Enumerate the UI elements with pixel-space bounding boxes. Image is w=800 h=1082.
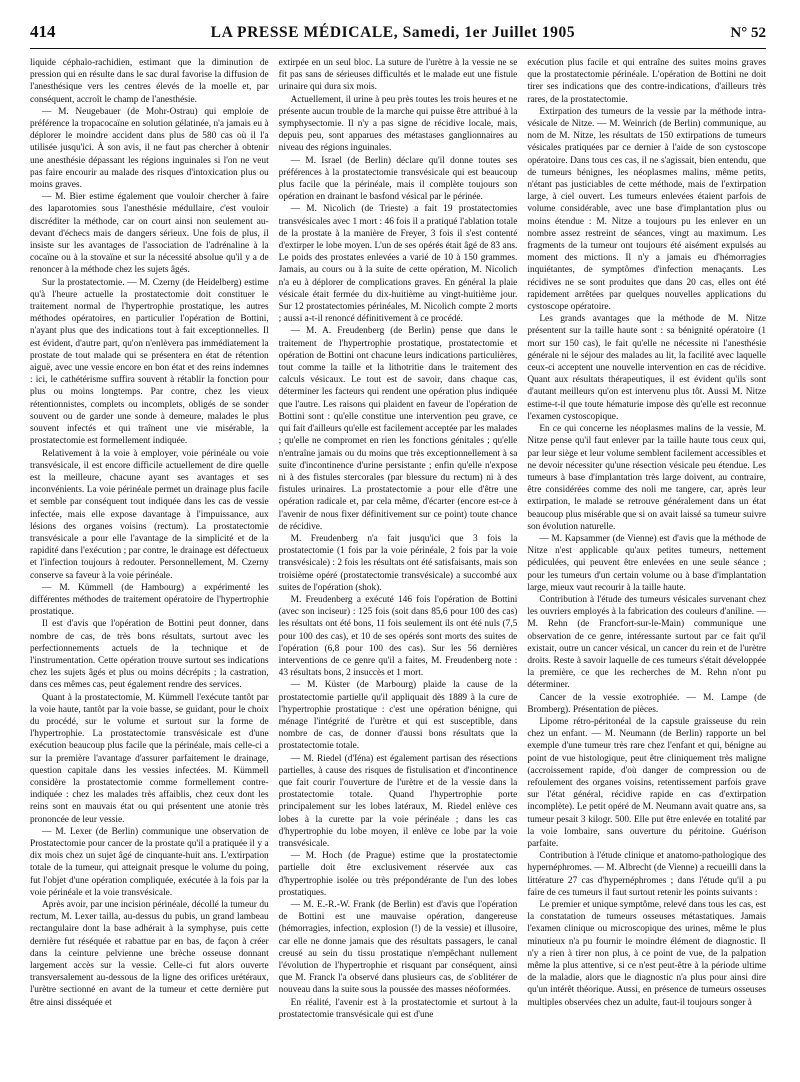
article-paragraph: Relativement à la voie à employer, voie périnéale ou voie transvésicale, il est encore difficile actuellement de dire quelle est la meilleure, chacune ayant ses avantages et ses inconvénients. La voie périnéale permet un drainage plus facile et semble par conséquent tout indiquée dans les cas de vessie infectée, mais elle expose davantage à l'impuissance, aux lésions des organes voisins (rectum). La prostatectomie transvésicale a pour elle l'avantage de la simplicité et de la rapidité dans l'exécution ; par contre, le drainage est défectueux et l'infection toujours à redouter. Personnellement, M. Czerny conserve sa faveur à la voie périnéale. — [30, 448, 269, 581]
article-paragraph: En réalité, l'avenir est à la prostatectomie et surtout à la prostatectomie transvésicale qui est d'une — [278, 997, 518, 1020]
article-paragraph: — M. E.-R.-W. Frank (de Berlin) est d'avis que l'opération de Bottini est une mauvaise opération, dangereuse (hémorragies, infection, explosion (!) de la vessie) et illusoire, car elle ne donne jamais que des résultats passagers, le canal creusé au sein du tissu prostatique n'empêchant nullement l'évolution de l'hypertrophie et risquant par conséquent, ainsi que M. Franck l'a observé dans plusieurs cas, de s'oblitérer de nouveau dans la suite sous la poussée des masses néoformées. — [278, 900, 518, 996]
column-right — [527, 57, 766, 1077]
issue-number: N° 52 — [730, 25, 766, 41]
article-paragraph: Contribution à l'étude des tumeurs vésicales survenant chez les ouvriers employés à la fabrication des couleurs d'aniline. — M. Rehn (de Francfort-sur-le-Main) communique une observation de ce genre, intéressante surtout par ce fait qu'il existait, outre un cancer vésical, un cancer du rein et de l'urètre droits. Reste à savoir laquelle de ces tumeurs s'était développée la première, ce que les recherches de M. Rehn n'ont pu déterminer. — [527, 594, 766, 691]
article-paragraph: En ce qui concerne les néoplasmes malins de la vessie, M. Nitze pense qu'il faut enlever par la taille haute tous ceux qui, par leur siège et leur volume semblent facilement accessibles et ne devoir nécessiter qu'une résection vésicale peu étendue. Les tumeurs à base d'implantation très large doivent, au contraire, être considérées comme des noli me tangere, car, après leur extirpation, le malade se retrouve généralement dans un état beaucoup plus misérable que si on avait laissé sa tumeur suivre son évolution naturelle. — [527, 424, 766, 532]
article-paragraph: — M. Lexer (de Berlin) communique une observation de Prostatectomie pour cancer de la prostate qu'il a pratiquée il y a dix mois chez un sujet âgé de cinquante-huit ans. L'extirpation totale de la tumeur, qui atteignait presque le volume du poing, fut l'objet d'une opération compliquée, exécutée à la fois par la voie périnéale et la voie transvésicale. — [30, 826, 269, 898]
article-paragraph: Contribution à l'étude clinique et anatomo-pathologique des hypernéphromes. — M. Albrecht (de Vienne) a recueilli dans la littérature 27 cas d'hypernéphromes ; dans l'étude qu'il a pu faire de ces tumeurs il faut surtout retenir les points suivants : — [527, 851, 766, 898]
article-paragraph: Il est d'avis que l'opération de Bottini peut donner, dans nombre de cas, de très bons résultats, surtout avec les perfectionnements actuels de la technique et de l'instrumentation. Cette opération trouve surtout ses indications chez les sujets âgés et plus ou moins décrépits ; la castration, dans ces mêmes cas, peut également rendre des services. — [30, 619, 269, 691]
page-header — [30, 22, 766, 42]
article-paragraph: liquide céphalo-rachidien, estimant que la diminution de pression qui en résulte dans le sac dural favorise la diffusion de l'anesthésique vers les centres élevés de la moelle et, par conséquent, accroît le champ de l'anesthésie. — [30, 58, 269, 105]
article-paragraph: — M. Kümmell (de Hambourg) a expérimenté les différentes méthodes de traitement opératoire de l'hypertrophie prostatique. — [30, 582, 269, 618]
article-paragraph: Quant à la prostatectomie, M. Kümmell l'exécute tantôt par la voie haute, tantôt par la voie basse, se guidant, pour le choix du procédé, sur le volume et surtout sur la forme de l'hypertrophie. La prostatectomie transvésicale est d'une exécution beaucoup plus facile que la périnéale, mais celle-ci a sur la première l'avantage d'assurer parfaitement le drainage, question capitale dans les vessies infectées. M. Kümmell considère la prostatectomie comme formellement contre-indiquée : chez les malades très affaiblis, chez ceux dont les reins sont en mauvais état ou qui présentent une atonie très prononcée de leur vessie. — [30, 692, 269, 825]
article-paragraph: Sur la prostatectomie. — M. Czerny (de Heidelberg) estime qu'à l'heure actuelle la prostatectomie doit constituer le traitement normal de l'hypertrophie prostatique, les autres méthodes opératoires, en particulier l'opération de Bottini, n'ayant plus que des indications tout à fait exceptionnelles. Il est évident, d'autre part, qu'on n'enlèvera pas immédiatement la prostate de tout malade qui se présentera en état de rétention aiguë, avec une vessie encore en bon état et des reins indemnes : ici, le cathétérisme suffira souvent à rétablir la fonction pour plus ou moins longtemps. Par contre, chez les vieux rétentionnistes, complets ou incomplets, obligés de se sonder souvent ou de garder une sonde à demeure, malades le plus souvent infectés et qui traînent une vie misérable, la prostatectomie est formellement indiquée. — [30, 277, 269, 447]
column-middle — [279, 57, 518, 1077]
article-paragraph: — M. Nicolich (de Trieste) a fait 19 prostatectomies transvésicales avec 1 mort : 46 fois il a pratiqué l'ablation totale de la prostate à la manière de Freyer, 3 fois il s'est contenté d'extirper le lobe moyen. L'un de ses opérés était âgé de 83 ans. Le poids des prostates enlevées a varié de 10 à 150 grammes. Jamais, au cours ou à la suite de cette opération, M. Nicolich n'a eu à déplorer de complications graves. En général la plaie vésicale était fermée du dix-huitième au vingt-huitième jour. Sur 12 prostatectomies périnéales, M. Nicolich compte 2 morts ; aussi a-t-il renoncé définitivement à ce procédé. — [278, 204, 518, 325]
article-paragraph: — M. Bier estime également que vouloir chercher à faire des laparotomies sous l'anesthésie médullaire, c'est vouloir discréditer la méthode, car on court ainsi non seulement au-devant d'échecs mais de dangers sérieux. Une fois de plus, il insiste sur les avantages de l'association de l'adrénaline à la cocaïne ou à la stovaïne et sur la nécessité absolue qu'il y a de renoncer à la méthode chez les sujets âgés. — [30, 192, 269, 276]
header-rule — [30, 48, 766, 49]
article-paragraph: Actuellement, il urine à peu près toutes les trois heures et ne présente aucun trouble de la marche qui puisse être attribué à la symphysectomie. Il n'y a pas signe de récidive locale, mais, depuis peu, sont apparues des métastases ganglionnaires au niveau des régions inguinales. — [278, 94, 518, 154]
article-paragraph: — M. Hoch (de Prague) estime que la prostatectomie partielle doit être exclusivement réservée aux cas d'hypertrophie isolée ou très prépondérante de l'un des lobes prostatiques. — [278, 851, 518, 898]
article-paragraph: — M. Israel (de Berlin) déclare qu'il donne toutes ses préférences à la prostatectomie transvésicale qui est beaucoup plus facile que la périnéale, mais il complète toujours son opération en drainant le basfond vésical par le périnée. — [278, 155, 518, 203]
journal-title: LA PRESSE MÉDICALE, Samedi, 1er Juillet 1905 — [210, 24, 576, 41]
article-paragraph: M. Freudenberg a exécuté 146 fois l'opération de Bottini (avec son inciseur) : 125 fois (soit dans 85,6 pour 100 des cas) les résultats ont été bons, 11 fois seulement ils ont été nuls (7,5 pour 100 des cas), et 10 de ses opérés sont morts des suites de l'opération (6,8 pour 100 des cas). Sur les 56 dernières interventions de ce genre qu'il a faites, M. Freudenberg note : 43 résultats bons, 2 insuccès et 1 mort. — [278, 594, 518, 679]
article-paragraph: — M. Riedel (d'Iéna) est également partisan des résections partielles, à cause des risques de fistulisation et d'incontinence que fait courir l'ouverture de l'urètre et de la vessie dans la prostatectomie totale. Quand l'hypertrophie porte principalement sur les lobes latéraux, M. Riedel enlève ces lobes à la curette par la voie périnéale ; dans les cas d'hypertrophie du lobe moyen, il enlève ce lobe par la voie transvésicale. — [278, 753, 518, 849]
article-paragraph: Après avoir, par une incision périnéale, décollé la tumeur du rectum, M. Lexer tailla, au-dessus du pubis, un grand lambeau rectangulaire dont la base adhérait à la symphyse, puis cette dernière fut réséquée et rabattue par en bas, de façon à créer dans la ceinture pelvienne une brèche osseuse donnant largement accès sur la vessie. Celle-ci fut alors ouverte transversalement au-dessous de la ligne des orifices urétéraux, l'urètre sectionné en avant de la tumeur et cette dernière put être ainsi disséquée et — [30, 900, 269, 1008]
article-paragraph: exécution plus facile et qui entraîne des suites moins graves que la prostatectomie périnéale. L'opération de Bottini ne doit tirer ses indications que des contre-indications, d'ailleurs très rares, de la prostatectomie. — [527, 58, 766, 105]
page-number: 414 — [30, 22, 56, 41]
article-paragraph: — M. Neugebauer (de Mohr-Ostrau) qui emploie de préférence la tropacocaïne en solution gélatinée, n'a jamais eu à déplorer le moindre accident dans plus de 580 cas où il l'a utilisée jusqu'ici. À son avis, il ne faut pas chercher à obtenir une anesthésie dépassant les régions inguinales si l'on ne veut pas faire encourir au malade des risques d'intoxication plus ou moins graves. — [30, 106, 269, 191]
article-paragraph: extirpée en un seul bloc. La suture de l'urètre à la vessie ne se fit pas sans de sérieuses difficultés et le malade eut une fistule urinaire qui dura six mois. — [278, 58, 518, 93]
column-left — [30, 57, 269, 1077]
article-paragraph: — M. Kapsammer (de Vienne) est d'avis que la méthode de Nitze n'est applicable qu'aux petites tumeurs, nettement pédiculées, qui peuvent être enlevées en une seule séance ; pour les tumeurs d'un certain volume ou à base d'implantation large, mieux vaut recourir à la taille haute. — [527, 533, 766, 593]
article-paragraph: Les grands avantages que la méthode de M. Nitze présentent sur la taille haute sont : sa bénignité opératoire (1 mort sur 150 cas), le fait qu'elle ne nécessite ni l'anesthésie générale ni le séjour des malades au lit, la facilité avec laquelle ceux-ci acceptent une nouvelle intervention en cas de récidive. Quant aux résultats thérapeutiques, il est évident qu'ils sont d'autant meilleurs qu'on est intervenu plus tôt. Aussi M. Nitze estime-t-il que toute hématurie impose dès qu'elle est reconnue l'examen cystoscopique. — [527, 314, 766, 422]
article-paragraph: — M. A. Freudenberg (de Berlin) pense que dans le traitement de l'hypertrophie prostatique, prostatectomie et opération de Bottini ont chacune leurs indications particulières, tout comme la taille et la lithotritie dans le traitement des calculs vésicaux. Le tout est de savoir, dans chaque cas, déterminer les facteurs qui rendent une opération plus indiquée que l'autre. Les raisons qui plaident en faveur de l'opération de Bottini sont : qu'elle constitue une intervention peu grave, ce qui fait d'ailleurs qu'elle est facilement acceptée par les malades ; qu'elle ne compromet en rien les fonctions génitales ; qu'elle n'entraîne jamais ou du moins que très exceptionnellement à sa suite d'incontinence d'urine persistante ; enfin qu'elle n'expose ni à des fistules stercorales (par blessure du rectum) ni à des fistules urinaires. La prostatectomie a pour elle d'être une opération radicale et, par cela même, d'écarter (encore est-ce à l'avenir de nous fixer définitivement sur ce point) toute chance de récidive. — [278, 326, 518, 532]
article-paragraph: — M. Küster (de Marbourg) plaide la cause de la prostatectomie partielle qu'il appliquait dès 1889 à la cure de l'hypertrophie prostatique : c'est une opération bénigne, qui ménage l'intégrité de l'urètre et qui est susceptible, dans nombre de cas, de donner d'aussi bons résultats que la prostatectomie totale. — [278, 680, 518, 752]
article-paragraph: M. Freudenberg n'a fait jusqu'ici que 3 fois la prostatectomie (1 fois par la voie périnéale, 2 fois par la voie transvésicale) : 2 fois les résultats ont été satisfaisants, mais son troisième opéré (prostatectomie transvésicale) a succombé aux suites de l'opération (shok). — [278, 533, 518, 593]
article-paragraph: Cancer de la vessie exotrophiée. — M. Lampe (de Bromberg). Présentation de pièces. — [527, 692, 766, 715]
article-paragraph: Lipome rétro-péritonéal de la capsule graisseuse du rein chez un enfant. — M. Neumann (de Berlin) rapporte un bel exemple d'une tumeur très rare chez l'enfant et qui, bénigne au point de vue histologique, peut être cliniquement très maligne (accroissement rapide, d'où danger de compression ou de refoulement des organes voisins, retentissement parfois grave sur l'état général, récidive rapide en cas d'extirpation incomplète). Le petit opéré de M. Neumann avait quatre ans, sa tumeur pesait 3 kilogr. 500. Elle put être enlevée en totalité par la voie lombaire, sans ouverture du péritoine. Guérison parfaite. — [527, 716, 766, 849]
article-paragraph: Extirpation des tumeurs de la vessie par la méthode intra-vésicale de Nitze. — M. Weinrich (de Berlin) communique, au nom de M. Nitze, les résultats de 150 extirpations de tumeurs vésicales pratiquées par ce dernier à l'aide de son cystoscope opératoire. Dans tous ces cas, il ne s'agissait, bien entendu, que de tumeurs bénignes, les néoplasmes malins, même petits, n'étant pas justiciables de cette méthode, mais de l'extirpation large, à ciel ouvert. Les tumeurs enlevées étaient parfois de volume considérable, avec une base d'implantation plus ou moins étendue : M. Nitze a toujours pu les enlever en un nombre assez restreint de séances, vingt au maximum. Les fragments de la tumeur ont toujours été aisément expulsés au moment des mictions. Il n'y a jamais eu d'hémorragies inquiétantes, de symptômes d'infection menaçants. Les récidives ne se sont produites que dans 20 cas, elles ont été rapidement arrêtées par quelques nouvelles applications du cystoscope opératoire. — [527, 106, 766, 313]
article-paragraph: Le premier et unique symptôme, relevé dans tous les cas, est la constatation de tumeurs osseuses métastatiques. Jamais l'examen clinique ou microscopique des urines, même le plus minutieux n'a pu fournir le moindre élément de diagnostic. Il n'y a rien à tirer non plus, à ce point de vue, de la palpation même la plus attentive, si ce n'est peut-être à la période ultime de la maladie, alors que le diagnostic n'a plus pour ainsi dire qu'un intérêt théorique. Aussi, en présence de tumeurs osseuses multiples observées chez un adulte, faut-il toujours songer à — [527, 900, 766, 1008]
text-columns — [30, 57, 766, 1077]
